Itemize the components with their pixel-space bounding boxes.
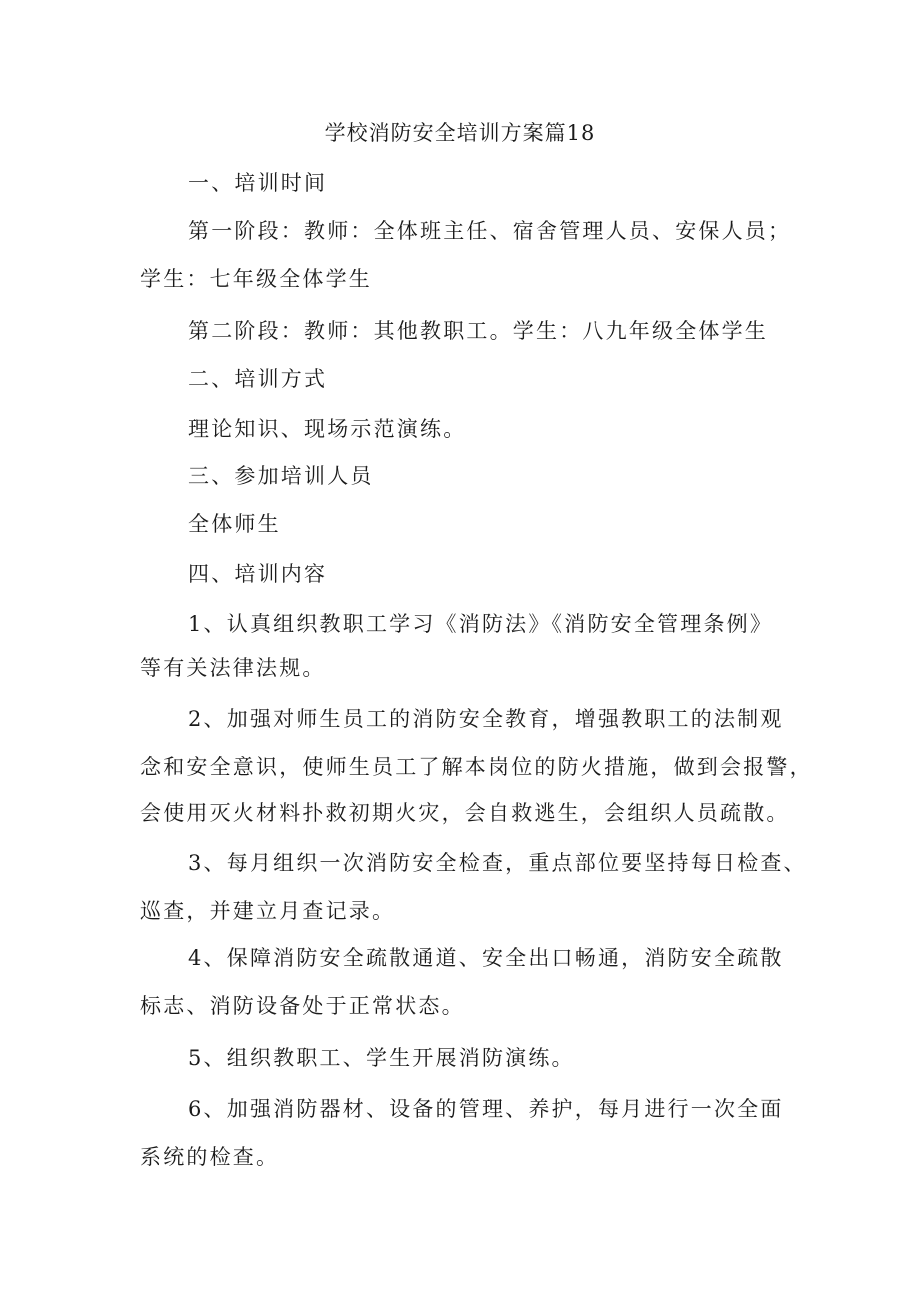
paragraph-line: 念和安全意识，使师生员工了解本岗位的防火措施，做到会报警， xyxy=(140,755,813,779)
paragraph-line: 1、认真组织教职工学习《消防法》《消防安全管理条例》 xyxy=(188,612,774,636)
section-heading: 一、培训时间 xyxy=(188,171,328,195)
paragraph-line: 第二阶段：教师：其他教职工。学生：八九年级全体学生 xyxy=(188,319,768,343)
paragraph-line: 3、每月组织一次消防安全检查，重点部位要坚持每日检查、 xyxy=(188,851,807,875)
paragraph-line: 全体师生 xyxy=(188,512,281,536)
paragraph-line: 学生：七年级全体学生 xyxy=(140,267,372,291)
page-title: 学校消防安全培训方案篇18 xyxy=(324,121,596,145)
section-heading: 三、参加培训人员 xyxy=(188,464,374,488)
paragraph-line: 等有关法律法规。 xyxy=(140,656,326,680)
section-heading: 二、培训方式 xyxy=(188,367,328,391)
paragraph-line: 5、组织教职工、学生开展消防演练。 xyxy=(188,1046,575,1070)
paragraph-line: 4、保障消防安全疏散通道、安全出口畅通，消防安全疏散 xyxy=(188,946,784,970)
paragraph-line: 理论知识、现场示范演练。 xyxy=(188,417,467,441)
paragraph-line: 会使用灭火材料扑救初期火灾，会自救逃生，会组织人员疏散。 xyxy=(140,801,790,825)
paragraph-line: 巡查，并建立月查记录。 xyxy=(140,899,396,923)
paragraph-line: 2、加强对师生员工的消防安全教育，增强教职工的法制观 xyxy=(188,707,784,731)
paragraph-line: 系统的检查。 xyxy=(140,1145,280,1169)
paragraph-line: 6、加强消防器材、设备的管理、养护，每月进行一次全面 xyxy=(188,1097,784,1121)
section-heading: 四、培训内容 xyxy=(188,562,328,586)
paragraph-line: 标志、消防设备处于正常状态。 xyxy=(140,994,465,1018)
paragraph-line: 第一阶段：教师：全体班主任、宿舍管理人员、安保人员； xyxy=(188,219,792,243)
